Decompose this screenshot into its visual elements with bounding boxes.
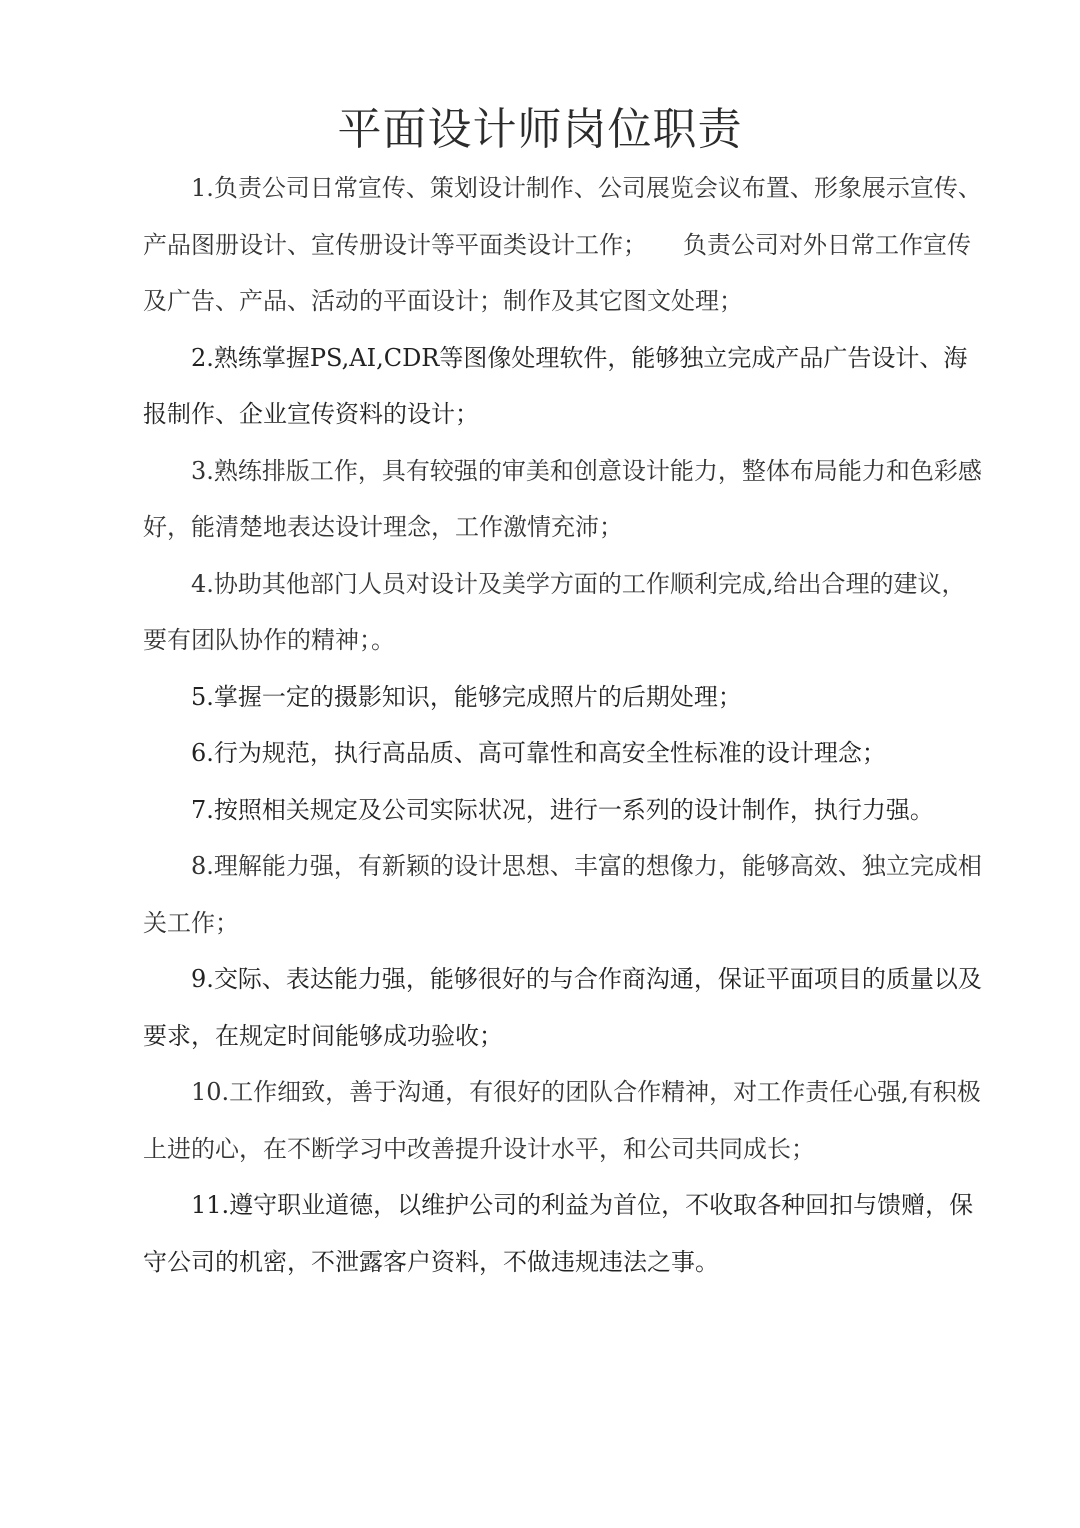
- duty-item-4: 4.协助其他部门人员对设计及美学方面的工作顺利完成,给出合理的建议，要有团队协作的精神；。: [143, 569, 966, 654]
- duty-item-8: 8.理解能力强，有新颖的设计思想、丰富的想像力，能够高效、独立完成相关工作；: [143, 852, 982, 937]
- duty-item-2: 2.熟练掌握PS,AI,CDR等图像处理软件，能够独立完成产品广告设计、海报制作、企业宣传资料的设计；: [143, 343, 968, 428]
- duty-item-5: 5.掌握一定的摄影知识，能够完成照片的后期处理；: [191, 682, 742, 711]
- duty-list: [143, 160, 983, 1290]
- duty-item-11: 11.遵守职业道德，以维护公司的利益为首位，不收取各种回扣与馈赠，保守公司的机密，不泄露客户资料，不做违规违法之事。: [143, 1191, 974, 1276]
- duty-item-10: 10.工作细致，善于沟通，有很好的团队合作精神，对工作责任心强,有积极上进的心，在不断学习中改善提升设计水平，和公司共同成长；: [143, 1078, 981, 1163]
- duty-item-1: 1.负责公司日常宣传、策划设计制作、公司展览会议布置、形象展示宣传、产品图册设计、宣传册设计等平面类设计工作； 负责公司对外日常工作宣传及广告、产品、活动的平面设计；制作及其它图文处理；: [143, 174, 982, 315]
- duty-item-3: 3.熟练排版工作，具有较强的审美和创意设计能力，整体布局能力和色彩感好，能清楚地表达设计理念，工作激情充沛；: [143, 456, 982, 541]
- duty-item-9: 9.交际、表达能力强，能够很好的与合作商沟通，保证平面项目的质量以及要求，在规定时间能够成功验收；: [143, 965, 982, 1050]
- page-title: 平面设计师岗位职责: [337, 104, 743, 155]
- duty-item-6: 6.行为规范，执行高品质、高可靠性和高安全性标准的设计理念；: [191, 739, 886, 767]
- duty-item-7: 7.按照相关规定及公司实际状况，进行一系列的设计制作，执行力强。: [191, 795, 934, 824]
